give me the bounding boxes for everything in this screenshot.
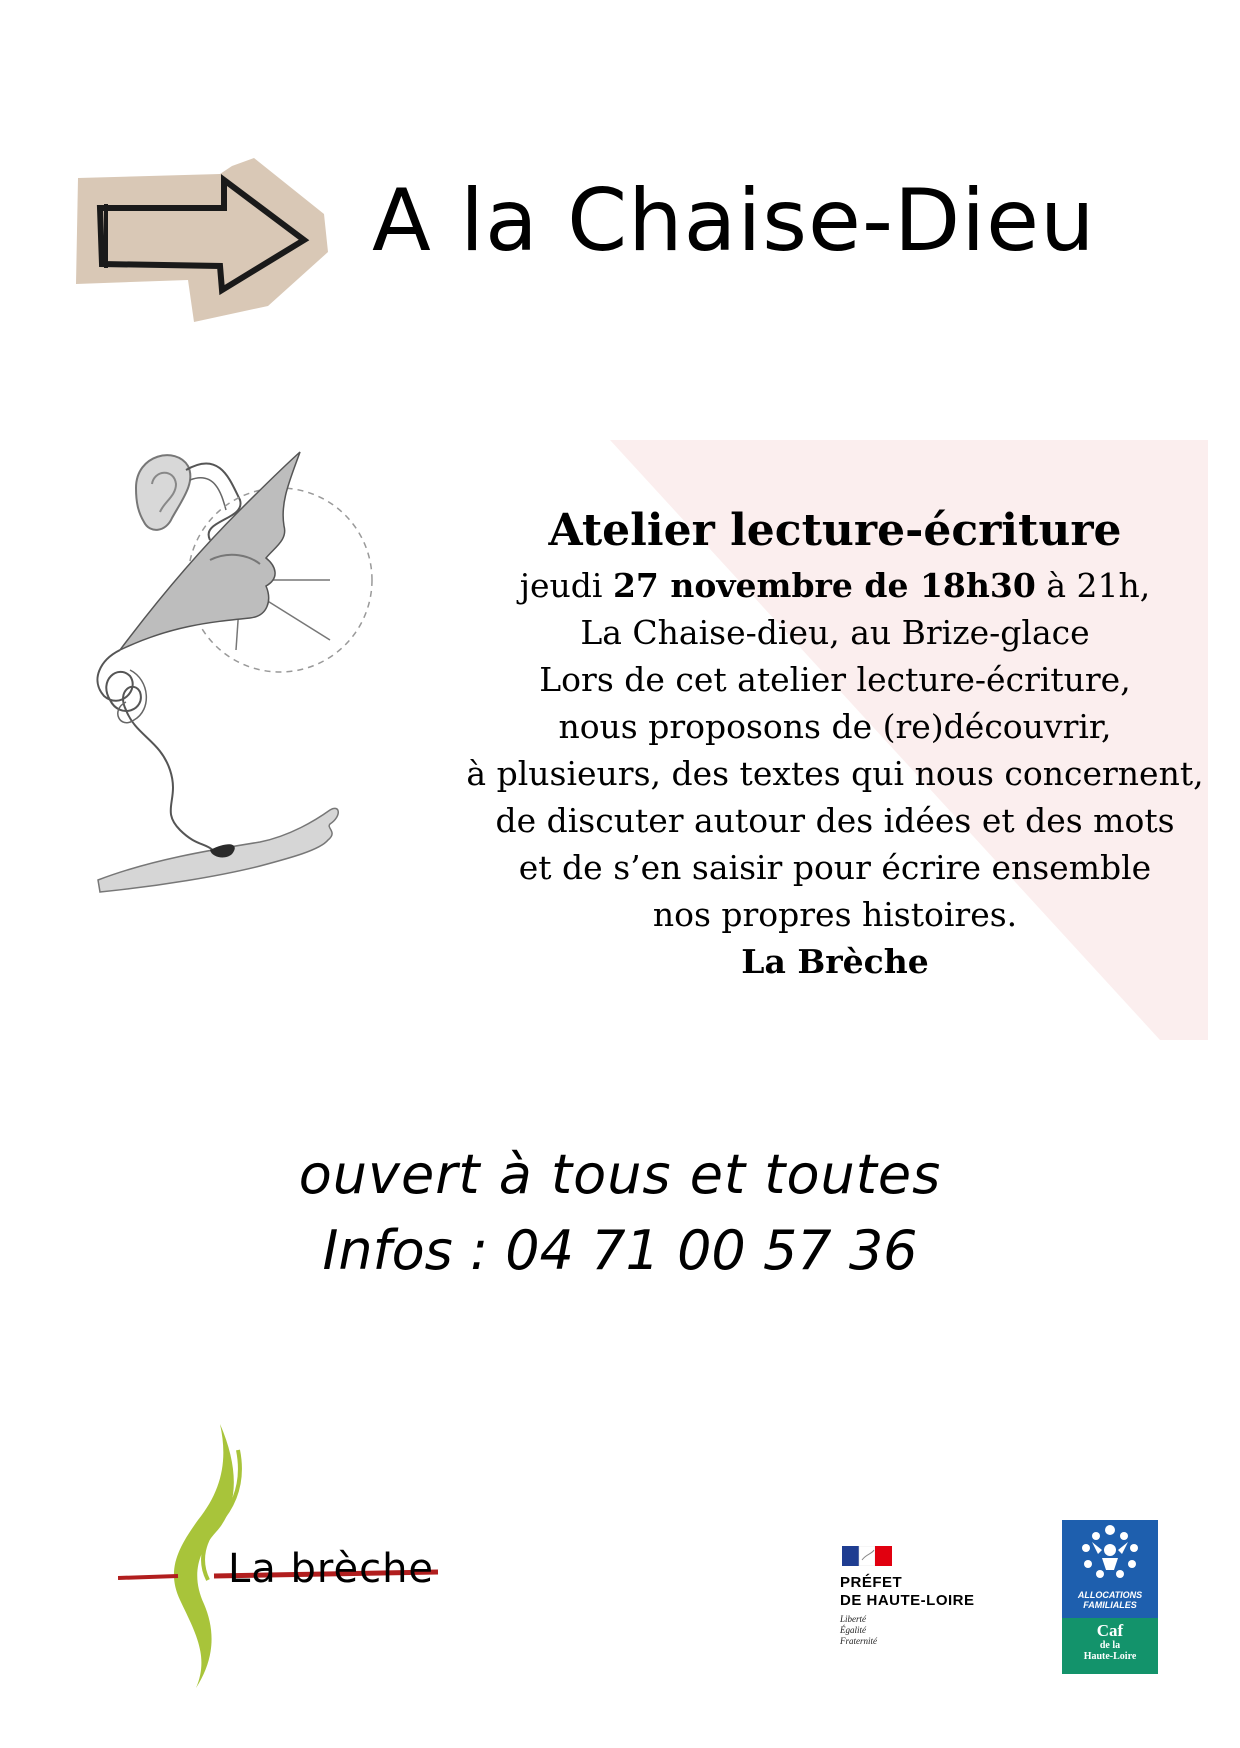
event-date-bold: 27 novembre de 18h30 (612, 566, 1036, 605)
event-heading: Atelier lecture-écriture (548, 505, 1122, 556)
event-line: nos propres histoires. (652, 895, 1018, 934)
event-date-suffix: à 21h, (1035, 566, 1151, 605)
la-breche-name: La brèche (228, 1546, 435, 1592)
page-title: A la Chaise-Dieu (372, 171, 1096, 271)
caf-logo-top (1062, 1520, 1158, 1618)
open-to-all-text: ouvert à tous et toutes (298, 1143, 942, 1206)
event-signature: La Brèche (741, 942, 929, 981)
event-date-prefix: jeudi (519, 566, 613, 605)
caf-sub-line: de la (1099, 1640, 1121, 1651)
event-line: à plusieurs, des textes qui nous concernent, (466, 754, 1204, 793)
prefet-line1: PRÉFET (840, 1574, 903, 1591)
caf-sub-line: Haute-Loire (1083, 1651, 1137, 1662)
face-hand-illustration (90, 440, 470, 900)
prefet-logo (840, 1546, 1010, 1666)
arrow-right-icon (72, 156, 330, 324)
prefet-line2: DE HAUTE-LOIRE (840, 1592, 975, 1609)
french-flag-icon (842, 1546, 892, 1566)
event-date (440, 562, 1230, 609)
infos-phone-text: Infos : 04 71 00 57 36 (322, 1219, 918, 1282)
la-breche-logo (118, 1420, 458, 1690)
caf-alloc-line: FAMILIALES (1083, 1600, 1137, 1610)
event-line: nous proposons de (re)découvrir, (558, 707, 1112, 746)
motto-line: Égalité (840, 1625, 866, 1635)
caf-logo-bottom (1062, 1618, 1158, 1674)
event-panel (90, 440, 1208, 1040)
caf-logo (1062, 1520, 1158, 1674)
event-line: de discuter autour des idées et des mots (495, 801, 1175, 840)
motto-line: Fraternité (840, 1636, 877, 1646)
event-description (440, 502, 1230, 985)
prefet-motto (840, 1614, 877, 1647)
motto-line: Liberté (840, 1614, 866, 1624)
caf-alloc-line: ALLOCATIONS (1077, 1590, 1143, 1600)
event-line: et de s’en saisir pour écrire ensemble (518, 848, 1152, 887)
caf-alloc-text (1062, 1590, 1158, 1610)
caf-family-icon (1062, 1520, 1158, 1588)
event-place: La Chaise-dieu, au Brize-glace (580, 613, 1090, 652)
caf-name: Caf (1096, 1621, 1124, 1640)
event-line: Lors de cet atelier lecture-écriture, (539, 660, 1131, 699)
